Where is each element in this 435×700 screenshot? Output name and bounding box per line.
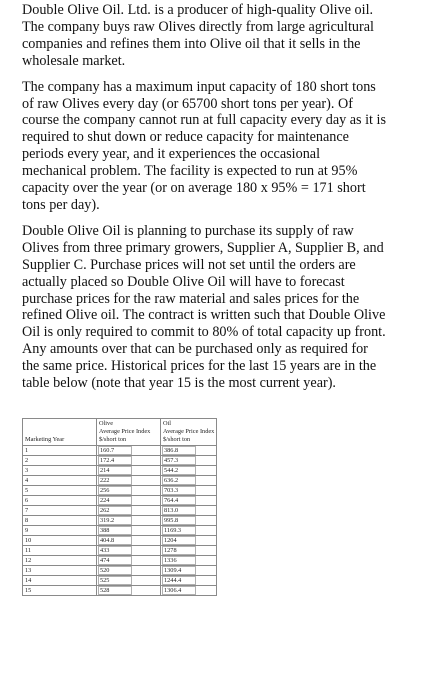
cell-oil-value: 813.0 [162, 506, 196, 515]
cell-year: 4 [23, 476, 97, 486]
cell-oil-price [161, 446, 217, 456]
cell-olive-value: 528 [98, 586, 132, 595]
cell-olive-price [97, 496, 161, 506]
table-row [23, 536, 217, 546]
cell-olive-price [97, 446, 161, 456]
header-olive-title: Olive [99, 420, 113, 427]
cell-olive-price [97, 546, 161, 556]
cell-oil-price [161, 516, 217, 526]
cell-oil-price [161, 556, 217, 566]
header-oil-unit: $/short ton [163, 436, 191, 443]
cell-oil-value: 703.3 [162, 486, 196, 495]
cell-olive-value: 520 [98, 566, 132, 575]
cell-year: 6 [23, 496, 97, 506]
cell-year: 1 [23, 446, 97, 456]
header-oil-title: Oil [163, 420, 172, 427]
table-row [23, 496, 217, 506]
cell-oil-value: 457.3 [162, 456, 196, 465]
cell-year: 15 [23, 586, 97, 596]
cell-oil-price [161, 526, 217, 536]
cell-year: 13 [23, 566, 97, 576]
cell-oil-value: 764.4 [162, 496, 196, 505]
cell-olive-value: 172.4 [98, 456, 132, 465]
cell-olive-price [97, 486, 161, 496]
cell-olive-price [97, 576, 161, 586]
cell-oil-price [161, 536, 217, 546]
cell-olive-value: 224 [98, 496, 132, 505]
cell-olive-value: 525 [98, 576, 132, 585]
cell-olive-value: 214 [98, 466, 132, 475]
table-row [23, 576, 217, 586]
cell-olive-price [97, 566, 161, 576]
cell-year: 8 [23, 516, 97, 526]
cell-oil-value: 1306.4 [162, 586, 196, 595]
header-marketing-year [23, 419, 97, 446]
cell-olive-value: 474 [98, 556, 132, 565]
table-row [23, 546, 217, 556]
cell-olive-price [97, 466, 161, 476]
table-header-row [23, 419, 217, 446]
cell-olive-value: 222 [98, 476, 132, 485]
cell-oil-value: 995.8 [162, 516, 196, 525]
cell-oil-price [161, 546, 217, 556]
cell-oil-price [161, 476, 217, 486]
cell-oil-price [161, 566, 217, 576]
cell-year: 12 [23, 556, 97, 566]
cell-oil-value: 1309.4 [162, 566, 196, 575]
cell-oil-price [161, 486, 217, 496]
header-oil-index: Average Price Index [163, 428, 215, 435]
cell-olive-price [97, 536, 161, 546]
problem-text [22, 2, 388, 401]
cell-olive-value: 433 [98, 546, 132, 555]
paragraph-suppliers: Double Olive Oil is planning to purchase its supply of raw Olives from three primary growers, Supplier A, Supplier B, and Supplier C. Purchase prices will not set until the orders are actually placed so Double Olive Oil will have to forecast purchase prices for the raw material and sales prices for the refined Olive oil. The contract is written such that Double Olive Oil is only required to commit to 80% of total capacity up front. Any amounts over that can be purchased only as required for the same price. Historical prices for the last 15 years are in the table below (note that year 15 is the most current year). [22, 222, 386, 392]
cell-oil-value: 1336 [162, 556, 196, 565]
cell-oil-value: 1244.4 [162, 576, 196, 585]
cell-oil-price [161, 456, 217, 466]
cell-year: 5 [23, 486, 97, 496]
cell-year: 10 [23, 536, 97, 546]
table-row [23, 526, 217, 536]
cell-year: 3 [23, 466, 97, 476]
table-row [23, 456, 217, 466]
cell-year: 7 [23, 506, 97, 516]
cell-olive-value: 160.7 [98, 446, 132, 455]
table-row [23, 466, 217, 476]
cell-olive-price [97, 526, 161, 536]
table-row [23, 516, 217, 526]
cell-olive-value: 256 [98, 486, 132, 495]
cell-oil-price [161, 466, 217, 476]
header-oil-price [161, 419, 217, 446]
header-olive-index: Average Price Index [99, 428, 151, 435]
header-olive-unit: $/short ton [99, 436, 127, 443]
table-row [23, 566, 217, 576]
cell-olive-value: 319.2 [98, 516, 132, 525]
cell-oil-value: 386.8 [162, 446, 196, 455]
cell-oil-value: 636.2 [162, 476, 196, 485]
header-marketing-year-label: Marketing Year [25, 436, 65, 443]
historical-prices-table [22, 418, 217, 596]
cell-year: 11 [23, 546, 97, 556]
cell-year: 2 [23, 456, 97, 466]
cell-olive-value: 404.8 [98, 536, 132, 545]
cell-oil-price [161, 586, 217, 596]
cell-olive-price [97, 516, 161, 526]
cell-oil-price [161, 576, 217, 586]
cell-oil-price [161, 496, 217, 506]
cell-year: 9 [23, 526, 97, 536]
cell-olive-price [97, 556, 161, 566]
cell-oil-value: 544.2 [162, 466, 196, 475]
table-row [23, 556, 217, 566]
cell-olive-price [97, 506, 161, 516]
historical-prices-table-container [22, 418, 217, 596]
table-row [23, 506, 217, 516]
table-row [23, 476, 217, 486]
cell-oil-value: 1204 [162, 536, 196, 545]
cell-year: 14 [23, 576, 97, 586]
header-olive-price [97, 419, 161, 446]
cell-olive-value: 262 [98, 506, 132, 515]
cell-olive-value: 388 [98, 526, 132, 535]
cell-olive-price [97, 586, 161, 596]
cell-oil-value: 1278 [162, 546, 196, 555]
cell-oil-value: 1169.3 [162, 526, 196, 535]
paragraph-capacity: The company has a maximum input capacity of 180 short tons of raw Olives every day (or 65700 short tons per year). Of course the company cannot run at full capacity every day as it is required to shut down or reduce capacity for maintenance periods every year, and it experiences the occasional mechanical problem. The facility is expected to run at 95% capacity over the year (or on average 180 x 95% = 171 short tons per day). [22, 78, 387, 213]
paragraph-intro: Double Olive Oil. Ltd. is a producer of high-quality Olive oil. The company buys raw Olives directly from large agricultural companies and refines them into Olive oil that it sells in the wholesale market. [22, 2, 374, 69]
cell-olive-price [97, 476, 161, 486]
cell-olive-price [97, 456, 161, 466]
cell-oil-price [161, 506, 217, 516]
table-row [23, 586, 217, 596]
table-row [23, 486, 217, 496]
table-row [23, 446, 217, 456]
